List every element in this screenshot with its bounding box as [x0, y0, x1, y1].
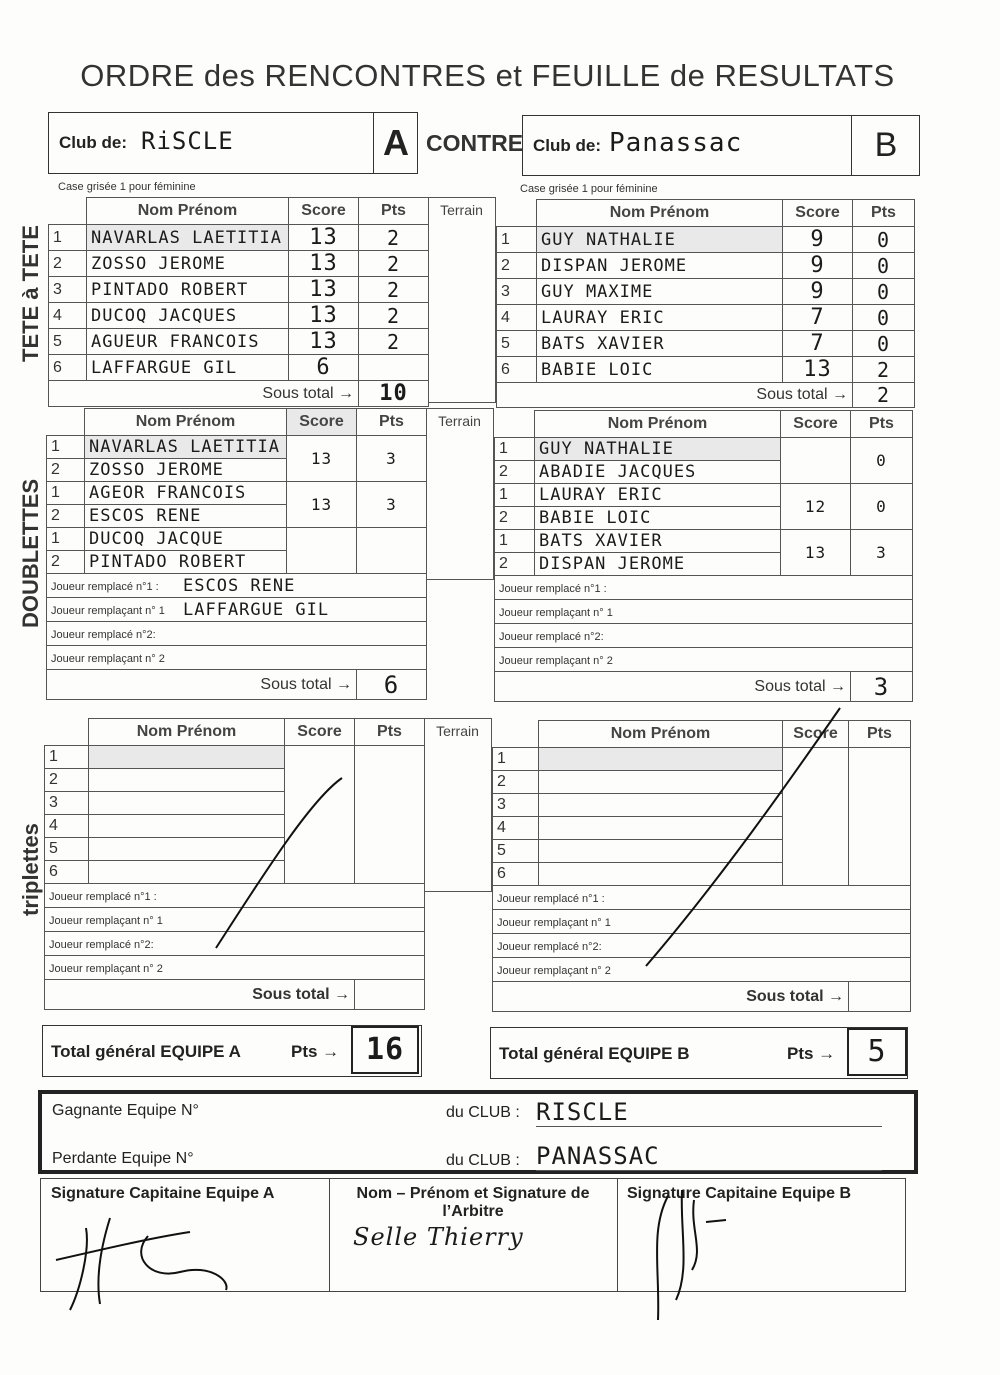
col-pts: Pts: [359, 198, 429, 225]
perdante-label: Perdante Equipe N°: [52, 1150, 194, 1167]
player-name: PINTADO ROBERT: [85, 551, 287, 574]
col-score: Score: [285, 719, 355, 746]
col-nom: Nom Prénom: [535, 411, 781, 438]
replacement-label: Joueur remplacé n°1 :: [499, 582, 607, 595]
doublettes-b-subtotal: 3: [851, 672, 913, 702]
player-name: LAFFARGUE GIL: [87, 355, 289, 381]
row-number: 6: [497, 357, 537, 383]
score-cell: 9: [783, 279, 853, 305]
row-number: 2: [495, 553, 535, 576]
replacement-label: Joueur remplaçant n° 2: [51, 652, 165, 665]
col-terrain: Terrain: [436, 723, 479, 739]
row-number: 1: [495, 530, 535, 553]
score-cell: 7: [783, 305, 853, 331]
col-terrain: Terrain: [438, 413, 481, 429]
score-cell: 13: [287, 482, 357, 528]
row-number: 3: [493, 794, 539, 817]
player-name: GUY NATHALIE: [535, 438, 781, 461]
player-name: ZOSSO JEROME: [87, 251, 289, 277]
replacement-label: Joueur remplaçant n° 1: [499, 606, 613, 619]
section-label-tete: TETE à TETE: [18, 225, 43, 362]
row-number: 4: [497, 305, 537, 331]
winner-club: RISCLE: [536, 1098, 882, 1127]
player-name: BABIE LOIC: [537, 357, 783, 383]
col-pts: Pts: [355, 719, 425, 746]
pts-cell: 2: [359, 329, 429, 355]
row-number: 2: [493, 771, 539, 794]
replacement-label: Joueur remplaçant n° 2: [497, 964, 611, 977]
row-number: 1: [495, 484, 535, 507]
row-number: 1: [497, 227, 537, 253]
row-number: 2: [47, 505, 85, 528]
row-number: 1: [47, 528, 85, 551]
score-cell: 13: [783, 357, 853, 383]
row-number: 1: [47, 482, 85, 505]
player-name: LAURAY ERIC: [537, 305, 783, 331]
pts-cell: 2: [359, 251, 429, 277]
player-name: NAVARLAS LAETITIA: [87, 225, 289, 251]
pts-cell: 2: [359, 303, 429, 329]
signature-captain-a: [56, 1218, 227, 1310]
sous-total-label: Sous total →: [45, 980, 355, 1010]
row-number: 1: [47, 436, 85, 459]
doublettes-a-subtotal: 6: [357, 670, 427, 700]
pts-cell: 2: [359, 277, 429, 303]
sous-total-label: Sous total →: [493, 982, 849, 1012]
row-number: 5: [497, 331, 537, 357]
score-cell: 9: [783, 253, 853, 279]
tete-a-subtotal: 10: [359, 381, 429, 407]
replacement-label: Joueur remplaçant n° 1: [497, 916, 611, 929]
col-nom: Nom Prénom: [89, 719, 285, 746]
score-cell: 13: [289, 329, 359, 355]
replacement-label: Joueur remplacé n°1 :: [497, 892, 605, 905]
row-number: 2: [497, 253, 537, 279]
score-cell: 13: [289, 303, 359, 329]
replacement-label: Joueur remplacé n°2:: [51, 628, 156, 641]
col-score: Score: [783, 200, 853, 227]
tete-b-subtotal: 2: [853, 383, 915, 408]
total-a-label: Total général EQUIPE A: [51, 1042, 241, 1061]
club-a-name: RiSCLE: [141, 127, 234, 155]
row-number: 1: [493, 748, 539, 771]
du-club-label: du CLUB :: [446, 1152, 520, 1169]
section-label-triplettes: triplettes: [18, 823, 43, 916]
pts-cell: 0: [853, 305, 915, 331]
team-letter-b: B: [851, 116, 920, 175]
sous-total-label: Sous total →: [49, 381, 359, 407]
row-number: 4: [49, 303, 87, 329]
col-pts: Pts: [853, 200, 915, 227]
score-cell: 13: [287, 436, 357, 482]
section-label-doublettes: DOUBLETTES: [18, 478, 43, 628]
player-name: LAURAY ERIC: [535, 484, 781, 507]
row-number: 5: [49, 329, 87, 355]
contre-label: CONTRE: [426, 130, 524, 156]
row-number: 4: [493, 817, 539, 840]
col-pts: Pts: [851, 411, 913, 438]
row-number: 6: [493, 863, 539, 886]
pts-cell: 0: [853, 279, 915, 305]
col-score: Score: [289, 198, 359, 225]
player-name: GUY NATHALIE: [537, 227, 783, 253]
player-name: PINTADO ROBERT: [87, 277, 289, 303]
col-nom: Nom Prénom: [539, 721, 783, 748]
score-cell: 6: [289, 355, 359, 381]
replacement-label: Joueur remplaçant n° 1: [49, 914, 163, 927]
page-title: ORDRE des RENCONTRES et FEUILLE de RESULTATS: [80, 58, 895, 93]
replacement-value: LAFFARGUE GIL: [183, 600, 330, 620]
replacement-label: Joueur remplacé n°1 :: [51, 580, 159, 593]
player-name: GUY MAXIME: [537, 279, 783, 305]
row-number: 2: [45, 769, 89, 792]
player-name: BABIE LOIC: [535, 507, 781, 530]
club-a-label: Club de:: [59, 133, 127, 152]
player-name: AGUEUR FRANCOIS: [87, 329, 289, 355]
pts-cell: 3: [357, 436, 427, 482]
row-number: 5: [493, 840, 539, 863]
row-number: 3: [45, 792, 89, 815]
replacement-value: ESCOS RENE: [183, 576, 296, 596]
score-cell: 9: [783, 227, 853, 253]
score-cell: 7: [783, 331, 853, 357]
row-number: 2: [495, 461, 535, 484]
player-name: AGEOR FRANCOIS: [85, 482, 287, 505]
player-name: ZOSSO JEROME: [85, 459, 287, 482]
du-club-label: du CLUB :: [446, 1104, 520, 1121]
signature-b-label: Signature Capitaine Equipe B: [627, 1185, 852, 1202]
player-name: NAVARLAS LAETITIA: [85, 436, 287, 459]
score-cell: 13: [289, 225, 359, 251]
row-number: 5: [45, 838, 89, 861]
loser-club: PANASSAC: [536, 1142, 882, 1171]
player-name: BATS XAVIER: [535, 530, 781, 553]
score-cell: 13: [781, 530, 851, 576]
pts-cell: 3: [851, 530, 913, 576]
team-letter-a: A: [373, 113, 418, 173]
pts-cell: 3: [357, 482, 427, 528]
sous-total-label: Sous total →: [47, 670, 357, 700]
player-name: ESCOS RENE: [85, 505, 287, 528]
replacement-label: Joueur remplacé n°2:: [499, 630, 604, 643]
row-number: 6: [49, 355, 87, 381]
pts-cell: 0: [853, 331, 915, 357]
col-score: Score: [783, 721, 849, 748]
row-number: 3: [497, 279, 537, 305]
replacement-label: Joueur remplacé n°1 :: [49, 890, 157, 903]
player-name: BATS XAVIER: [537, 331, 783, 357]
row-number: 4: [45, 815, 89, 838]
sous-total-label: Sous total →: [495, 672, 851, 702]
player-name: DUCOQ JACQUES: [87, 303, 289, 329]
score-cell: 12: [781, 484, 851, 530]
row-number: 1: [495, 438, 535, 461]
row-number: 6: [45, 861, 89, 884]
signature-arbitre-label: Nom – Prénom et Signature de l’Arbitre: [356, 1185, 590, 1220]
total-a-value: 16: [351, 1026, 419, 1074]
col-pts: Pts: [357, 409, 427, 436]
pts-cell: 0: [851, 484, 913, 530]
row-number: 1: [45, 746, 89, 769]
replacement-label: Joueur remplaçant n° 2: [49, 962, 163, 975]
row-number: 2: [495, 507, 535, 530]
total-b-value: 5: [847, 1028, 907, 1076]
col-nom: Nom Prénom: [87, 198, 289, 225]
pts-cell: 2: [359, 225, 429, 251]
col-score: Score: [287, 409, 357, 436]
col-pts: Pts: [849, 721, 911, 748]
pts-cell: 0: [853, 227, 915, 253]
score-cell: 13: [289, 277, 359, 303]
signature-a-label: Signature Capitaine Equipe A: [51, 1185, 275, 1202]
col-nom: Nom Prénom: [85, 409, 287, 436]
player-name: DISPAN JEROME: [537, 253, 783, 279]
row-number: 3: [49, 277, 87, 303]
player-name: DUCOQ JACQUE: [85, 528, 287, 551]
col-score: Score: [781, 411, 851, 438]
total-b-label: Total général EQUIPE B: [499, 1044, 690, 1063]
pts-cell: 0: [853, 253, 915, 279]
signature-captain-b: [657, 1190, 726, 1320]
club-b-name: Panassac: [609, 128, 743, 158]
pts-arrow-label: Pts →: [291, 1042, 340, 1061]
score-cell: 13: [289, 251, 359, 277]
replacement-label: Joueur remplacé n°2:: [497, 940, 602, 953]
col-nom: Nom Prénom: [537, 200, 783, 227]
player-name: ABADIE JACQUES: [535, 461, 781, 484]
sous-total-label: Sous total →: [497, 383, 853, 408]
pts-arrow-label: Pts →: [787, 1044, 836, 1063]
replacement-label: Joueur remplacé n°2:: [49, 938, 154, 951]
player-name: DISPAN JEROME: [535, 553, 781, 576]
row-number: 2: [47, 551, 85, 574]
pts-cell: 0: [851, 438, 913, 484]
arbitre-name: Selle Thierry: [353, 1223, 524, 1251]
row-number: 1: [49, 225, 87, 251]
col-terrain: Terrain: [440, 202, 483, 218]
feminine-note-b: Case grisée 1 pour féminine: [520, 183, 658, 195]
replacement-label: Joueur remplaçant n° 1: [51, 604, 165, 617]
feminine-note-a: Case grisée 1 pour féminine: [58, 181, 196, 193]
replacement-label: Joueur remplaçant n° 2: [499, 654, 613, 667]
row-number: 2: [49, 251, 87, 277]
gagnante-label: Gagnante Equipe N°: [52, 1102, 199, 1119]
row-number: 2: [47, 459, 85, 482]
club-b-label: Club de:: [533, 136, 601, 155]
pts-cell: 2: [853, 357, 915, 383]
